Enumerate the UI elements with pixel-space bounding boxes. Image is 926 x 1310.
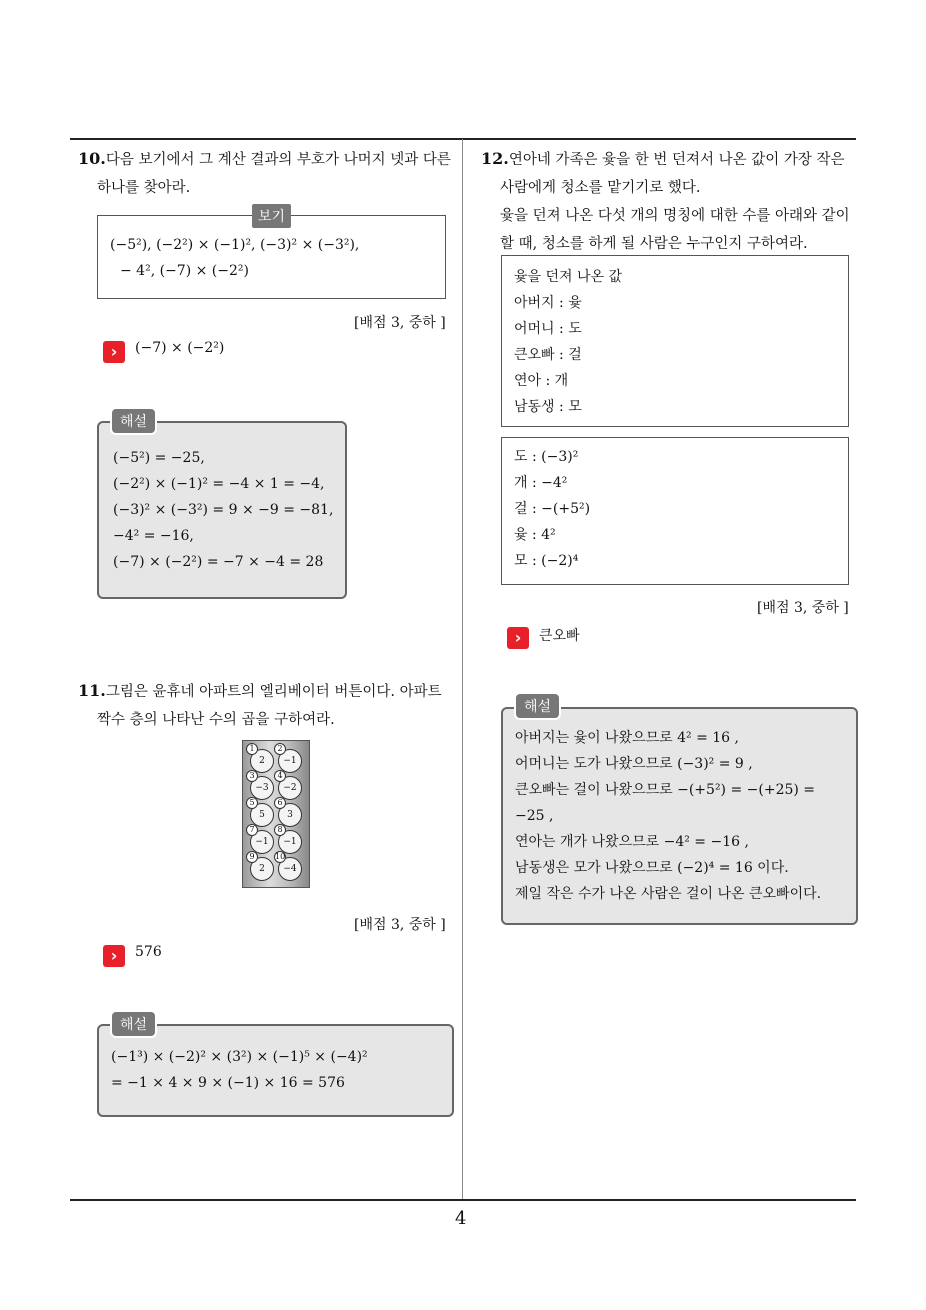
- score-label: [배점 3, 중하 ]: [757, 600, 849, 616]
- question-number: 10.: [78, 149, 106, 168]
- score-label: [배점 3, 중하 ]: [354, 917, 446, 933]
- solution-line: (−7) × (−2²) = −7 × −4 = 28: [113, 554, 324, 570]
- solution-line: 연아는 개가 나왔으므로 −4² = −16 ,: [515, 834, 749, 850]
- question-10: [78, 145, 460, 202]
- example-tag: 보기: [252, 204, 291, 228]
- solution-line: (−2²) × (−1)² = −4 × 1 = −4,: [113, 476, 325, 492]
- box-line: 개 : −4²: [514, 475, 568, 491]
- elevator-button-value: 5: [259, 810, 265, 820]
- elevator-floor-label: 6: [274, 797, 286, 809]
- chevron-right-icon: ›: [507, 627, 529, 649]
- solution-line: 큰오빠는 걸이 나왔으므로 −(+5²) = −(+25) =: [515, 782, 816, 798]
- bottom-rule: [70, 1199, 856, 1201]
- question-text: 그림은 윤휴네 아파트의 엘리베이터 버튼이다. 아파트: [105, 684, 442, 700]
- box-line: 연아 : 개: [514, 373, 569, 389]
- elevator-floor-label: 4: [274, 770, 286, 782]
- elevator-floor-label: 8: [274, 824, 286, 836]
- column-divider: [462, 139, 463, 1201]
- box-line: 도 : (−3)²: [514, 449, 579, 465]
- elevator-floor-label: 10: [275, 852, 286, 861]
- question-11: [78, 677, 460, 734]
- question-text: 연아네 가족은 윷을 한 번 던져서 나온 값이 가장 작은: [508, 152, 845, 168]
- top-rule: [70, 138, 856, 140]
- question-text: 사람에게 청소를 맡기기로 했다.: [500, 180, 701, 196]
- solution-line: 제일 작은 수가 나온 사람은 걸이 나온 큰오빠이다.: [515, 886, 822, 902]
- elevator-button-value: −1: [255, 837, 269, 847]
- elevator-button: [275, 852, 302, 881]
- question-number: 11.: [78, 681, 106, 700]
- elevator-button-value: 3: [287, 810, 293, 820]
- answer-text: (−7) × (−2²): [135, 340, 225, 356]
- page-number: 4: [455, 1208, 467, 1229]
- elevator-floor-label: 5: [246, 797, 258, 809]
- yut-value-box: [501, 255, 849, 427]
- solution-box: [97, 421, 347, 599]
- elevator-floor-label: 2: [274, 743, 286, 755]
- solution-line: −25 ,: [515, 808, 554, 824]
- answer-text: 576: [135, 944, 162, 960]
- question-text: 윷을 던져 나온 다섯 개의 명칭에 대한 수를 아래와 같이: [500, 208, 850, 224]
- elevator-button-value: −2: [283, 783, 297, 793]
- elevator-floor-label: 3: [246, 770, 258, 782]
- box-line: 윷 : 4²: [514, 527, 556, 543]
- answer-text: 큰오빠: [539, 628, 580, 644]
- elevator-button: [249, 852, 274, 881]
- question-text: 할 때, 청소를 하게 될 사람은 누구인지 구하여라.: [500, 236, 808, 252]
- score-label: [배점 3, 중하 ]: [354, 315, 446, 331]
- question-text: 짝수 층의 나타난 수의 곱을 구하여라.: [97, 712, 335, 728]
- yut-number-box: [501, 437, 849, 585]
- box-line: 남동생 : 모: [514, 399, 582, 415]
- solution-box: [501, 707, 858, 925]
- solution-line: −4² = −16,: [113, 528, 194, 544]
- box-line: 윷을 던져 나온 값: [514, 269, 623, 285]
- solution-line: (−1³) × (−2)² × (3²) × (−1)⁵ × (−4)²: [111, 1049, 368, 1065]
- solution-tag: 해설: [514, 692, 561, 720]
- elevator-floor-label: 7: [246, 824, 258, 836]
- box-line: 아버지 : 윷: [514, 295, 582, 311]
- box-line: 큰오빠 : 걸: [514, 347, 582, 363]
- elevator-button-value: −4: [283, 864, 297, 874]
- box-line: 어머니 : 도: [514, 321, 582, 337]
- solution-line: (−3)² × (−3²) = 9 × −9 = −81,: [113, 502, 334, 518]
- solution-line: 아버지는 윷이 나왔으므로 4² = 16 ,: [515, 730, 739, 746]
- box-line: 모 : (−2)⁴: [514, 553, 579, 569]
- solution-tag: 해설: [110, 407, 157, 435]
- question-12: [481, 145, 861, 258]
- solution-line: = −1 × 4 × 9 × (−1) × 16 = 576: [111, 1075, 345, 1091]
- example-line: (−5²), (−2²) × (−1)², (−3)² × (−3²),: [110, 237, 360, 253]
- solution-line: 남동생은 모가 나왔으므로 (−2)⁴ = 16 이다.: [515, 860, 789, 876]
- chevron-right-icon: ›: [103, 945, 125, 967]
- elevator-button-value: −1: [283, 756, 297, 766]
- question-text: 다음 보기에서 그 계산 결과의 부호가 나머지 넷과 다른: [105, 152, 451, 168]
- elevator-floor-label: 1: [246, 743, 258, 755]
- solution-tag: 해설: [110, 1010, 157, 1038]
- question-text: 하나를 찾아라.: [97, 180, 191, 196]
- elevator-button-value: −1: [283, 837, 297, 847]
- elevator-floor-label: 9: [246, 851, 258, 863]
- example-line: − 4², (−7) × (−2²): [120, 263, 249, 279]
- elevator-button-value: 2: [259, 756, 265, 766]
- chevron-right-icon: ›: [103, 341, 125, 363]
- solution-line: 어머니는 도가 나왔으므로 (−3)² = 9 ,: [515, 756, 753, 772]
- elevator-button-value: −3: [255, 783, 269, 793]
- elevator-button-value: 2: [259, 864, 265, 874]
- box-line: 걸 : −(+5²): [514, 501, 591, 517]
- question-number: 12.: [481, 149, 509, 168]
- solution-line: (−5²) = −25,: [113, 450, 205, 466]
